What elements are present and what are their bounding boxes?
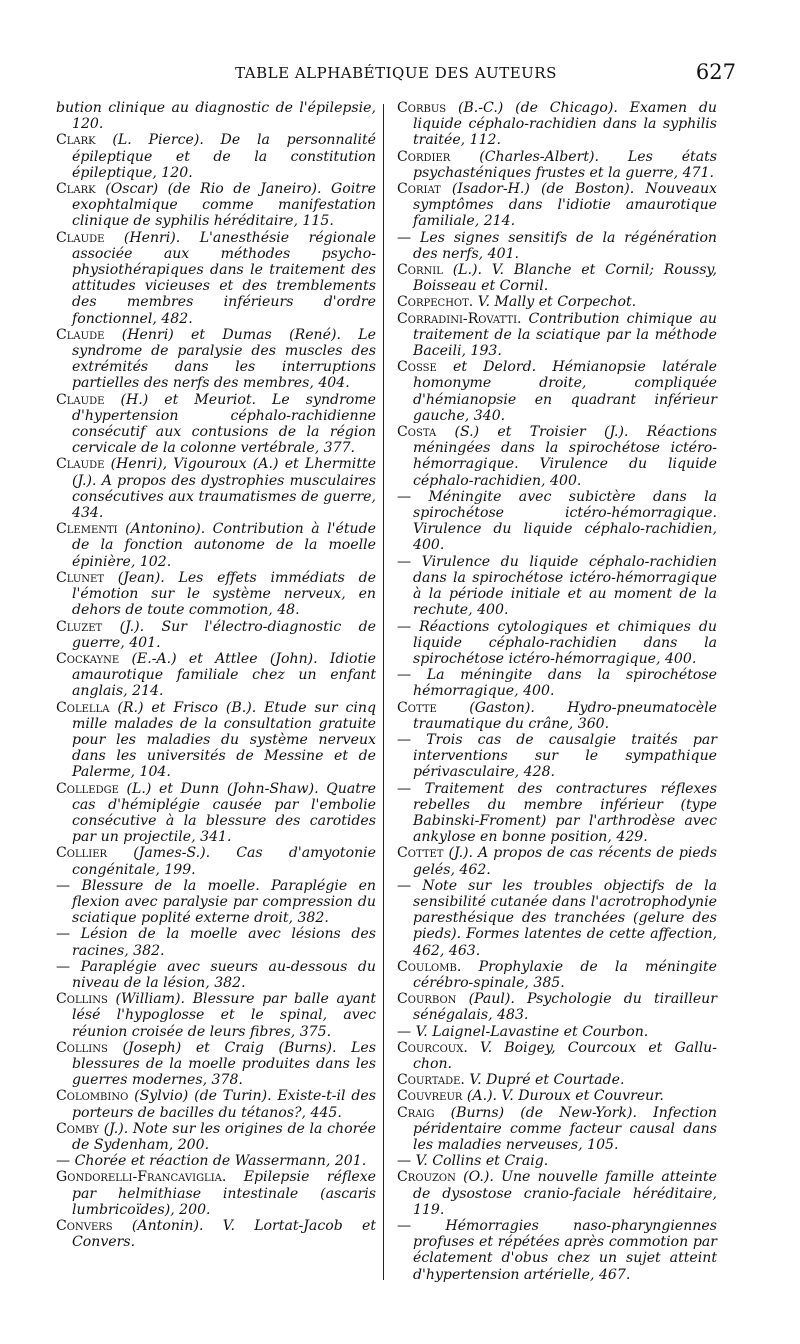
entry-author: — — [397, 731, 412, 748]
index-entry — [56, 1121, 376, 1153]
entry-text: (O.). Une nouvelle famille atteinte de dysostose cranio-faciale héréditaire, 119. — [413, 1169, 717, 1218]
index-entry — [56, 230, 376, 327]
index-entry — [397, 262, 717, 294]
index-entry — [56, 781, 376, 846]
entry-text: (Isador-H.) (de Boston). Nouveaux symptômes dans l'idiotie amaurotique familiale, 214. — [413, 181, 717, 230]
entry-text: (Burns) (de New-York). Infection péridentaire comme facteur causal dans les maladies nerveuses, 105. — [413, 1104, 717, 1153]
index-entry — [397, 424, 717, 489]
index-entry — [397, 1040, 717, 1072]
index-entry — [397, 1088, 717, 1104]
index-entry — [397, 294, 717, 310]
entry-text: Contribution chimique au traitement de la sciatique par la méthode Baceili, 193. — [413, 310, 717, 360]
entry-author: Colombino — [56, 1088, 129, 1105]
entry-author: — — [56, 1153, 71, 1170]
index-entry — [397, 991, 717, 1023]
entry-author: Collins — [56, 1039, 108, 1056]
index-entry — [56, 181, 376, 230]
entry-text: (J.). A propos de cas récents de pieds gelés, 462. — [413, 845, 718, 878]
index-entry — [56, 132, 376, 181]
entry-author: Cottet — [397, 845, 444, 862]
index-entry — [56, 1088, 376, 1120]
entry-text: et Delord. Hémianopsie latérale homonyme droite, compliquée d'hémianopsie en quadrant inférieur gauche, 340. — [413, 359, 718, 424]
entry-author: — — [56, 877, 71, 894]
entry-text: Les signes sensitifs de la régénération des nerfs, 401. — [413, 229, 718, 262]
column-divider — [383, 104, 384, 1280]
entry-text: (Paul). Psychologie du tirailleur sénégalais, 483. — [413, 991, 717, 1024]
index-entry — [56, 100, 376, 132]
entry-text: Réactions cytologiques et chimiques du liquide céphalo-rachidien dans la spirochétose ictéro-hémorragique, 400. — [413, 618, 717, 667]
index-entry — [397, 700, 717, 732]
entry-author: Courtade. — [397, 1072, 465, 1089]
entry-author: Crouzon — [397, 1169, 456, 1186]
entry-text: Méningite avec subictère dans la spirochétose ictéro-hémorragique. Virulence du liquide céphalo-rachidien, 400. — [413, 488, 717, 554]
index-entry — [397, 781, 717, 846]
index-entry — [397, 667, 717, 699]
entry-text: Trois cas de causalgie traités par interventions sur le sympathique périvasculaire, 428. — [413, 731, 717, 781]
entry-author: — — [397, 877, 412, 894]
right-column — [397, 100, 717, 1283]
entry-text: V. Dupré et Courtade. — [469, 1072, 625, 1089]
index-entry — [397, 1024, 717, 1040]
entry-text: Blessure de la moelle. Paraplégie en flexion avec paralysie par compression du sciatique poplité externe droit, 382. — [72, 877, 376, 927]
entry-author: Coulomb. — [397, 958, 462, 975]
entry-author: Claude — [56, 456, 105, 473]
entry-author: — — [397, 780, 412, 797]
entry-text: (Henri). L'anesthésie régionale associée aux méthodes psycho-physiothérapiques dans le traitement des attitudes vicieuses et des tremblements des membres inférieurs d'ordre fonctionnel, 482. — [72, 229, 376, 327]
entry-author: — — [56, 958, 71, 975]
running-title: TABLE ALPHABÉTIQUE DES AUTEURS — [235, 64, 557, 82]
entry-author: Costa — [397, 424, 437, 441]
entry-author: — — [397, 1023, 412, 1040]
entry-author: Corradini-Rovatti. — [397, 310, 522, 327]
entry-author: — — [397, 229, 412, 246]
index-entry — [397, 359, 717, 424]
entry-text: (Charles-Albert). Les états psychasténiques frustes et la guerre, 471. — [413, 148, 718, 181]
entry-author: Clunet — [56, 569, 105, 586]
entry-author: Cotte — [397, 699, 437, 716]
entry-text: Traitement des contractures réflexes rebelles du membre inférieur (type Babinski-Froment) par l'arthrodèse avec ankylose en bonne position, 429. — [413, 780, 718, 846]
index-entry — [56, 521, 376, 570]
index-entry — [56, 456, 376, 521]
index-entry — [56, 1153, 376, 1169]
entry-author: — — [397, 1218, 412, 1235]
entry-author: — — [56, 926, 71, 943]
index-entry — [56, 1169, 376, 1218]
entry-text: (Henri), Vigouroux (A.) et Lhermitte (J.). A propos des dystrophies musculaires consécutives aux traumatismes de guerre, 434. — [72, 456, 376, 522]
index-entry — [56, 570, 376, 619]
entry-text: (L.) et Dunn (John-Shaw). Quatre cas d'hémiplégie causée par l'embolie consécutive à la blessure des carotides par un projectile, 341. — [72, 780, 376, 846]
entry-text: bution clinique au diagnostic de l'épilepsie, 120. — [56, 100, 376, 133]
entry-text: (Joseph) et Craig (Burns). Les blessures de la moelle produites dans les guerres modernes, 378. — [72, 1039, 376, 1089]
entry-author: — — [397, 618, 412, 635]
entry-text: V. Boigey, Courcoux et Gallu-chon. — [413, 1039, 717, 1072]
entry-author: Cornil — [397, 262, 443, 279]
entry-text: (L.). V. Blanche et Cornil; Roussy, Boisseau et Cornil. — [413, 262, 718, 295]
entry-text: V. Laignel-Lavastine et Courbon. — [415, 1023, 649, 1040]
entry-text: (Jean). Les effets immédiats de l'émotion sur le système nerveux, en dehors de toute commotion, 48. — [72, 569, 376, 619]
entry-author: Cluzet — [56, 618, 103, 635]
entry-text: (R.) et Frisco (B.). Etude sur cinq mille malades de la consultation gratuite pour les maladies du système nerveux dans les universités de Messine et de Palerme, 104. — [72, 699, 376, 781]
index-entry — [397, 878, 717, 959]
entry-text: (H.) et Meuriot. Le syndrome d'hypertension céphalo-rachidienne consécutif aux contusions de la région cervicale de la colonne vertébrale, 377. — [72, 391, 377, 457]
index-entry — [397, 181, 717, 230]
entry-author: Claude — [56, 229, 105, 246]
entry-author: Colledge — [56, 780, 119, 797]
index-entry — [56, 1218, 376, 1250]
index-entry — [397, 619, 717, 668]
index-entry — [397, 1105, 717, 1154]
index-entry — [397, 149, 717, 181]
entry-text: Hémorragies naso-pharyngiennes profuses et répétées après commotion par éclatement d'obus chez un sujet atteint d'hypertension artérielle, 467. — [413, 1218, 718, 1283]
entry-text: (James-S.). Cas d'amyotonie congénitale, 199. — [72, 845, 376, 878]
entry-text: (S.) et Troisier (J.). Réactions méningées dans la spirochétose ictéro-hémorragique. Virulence du liquide céphalo-rachidien, 400. — [413, 424, 718, 489]
entry-author: — — [397, 667, 412, 684]
index-entry — [397, 732, 717, 781]
index-entry — [397, 230, 717, 262]
running-header — [56, 62, 736, 88]
entry-text: V. Mally et Corpechot. — [477, 294, 637, 311]
entry-text: Epilepsie réflexe par helmithiase intestinale (ascaris lumbricoïdes), 200. — [72, 1169, 377, 1218]
entry-author: Courbon — [397, 991, 457, 1008]
entry-text: Prophylaxie de la méningite cérébro-spinale, 385. — [413, 958, 717, 991]
entry-text: Chorée et réaction de Wassermann, 201. — [74, 1153, 367, 1170]
entry-author: Clementi — [56, 521, 118, 538]
entry-text: La méningite dans la spirochétose hémorragique, 400. — [413, 667, 717, 700]
entry-text: V. Collins et Craig. — [415, 1153, 549, 1170]
entry-text: (J.). Note sur les origines de la chorée de Sydenham, 200. — [72, 1120, 376, 1153]
entry-author: Courcoux. — [397, 1039, 468, 1056]
index-entry — [397, 489, 717, 554]
index-entry — [56, 651, 376, 700]
index-entry — [397, 1169, 717, 1218]
entry-text: (A.). V. Duroux et Couvreur. — [466, 1088, 664, 1105]
index-entry — [397, 554, 717, 619]
index-entry — [56, 878, 376, 927]
entry-text: (Gaston). Hydro-pneumatocèle traumatique du crâne, 360. — [413, 699, 717, 732]
index-entry — [397, 311, 717, 360]
entry-author: Cockayne — [56, 650, 120, 667]
entry-text: (Antonin). V. Lortat-Jacob et Convers. — [72, 1218, 376, 1251]
entry-author: Cosse — [397, 359, 437, 376]
entry-author: Corbus — [397, 100, 447, 116]
entry-author: Couvreur — [397, 1088, 463, 1105]
index-entry — [56, 1040, 376, 1089]
index-entry — [397, 845, 717, 877]
index-entry — [56, 926, 376, 958]
entry-text: (E.-A.) et Attlee (John). Idiotie amaurotique familiale chez un enfant anglais, 214. — [72, 650, 376, 700]
index-entry — [397, 100, 717, 149]
entry-text: Virulence du liquide céphalo-rachidien dans la spirochétose ictéro-hémorragique à la période initiale et au moment de la rechute, 400. — [413, 553, 717, 619]
entry-author: Gondorelli-Francaviglia. — [56, 1169, 227, 1186]
entry-text: (Henri) et Dumas (René). Le syndrome de paralysie des muscles des extrémités dans les interruptions partielles des nerfs des membres, 404. — [72, 326, 376, 392]
entry-text: (William). Blessure par balle ayant lésé l'hypoglosse et le spinal, avec réunion croisée de leurs fibres, 375. — [72, 991, 376, 1040]
entry-text: Lésion de la moelle avec lésions des racines, 382. — [72, 926, 377, 959]
index-entry — [56, 700, 376, 781]
entry-text: (B.-C.) (de Chicago). Examen du liquide céphalo-rachidien dans la syphilis traitée, 112. — [413, 100, 717, 149]
index-entry — [397, 1153, 717, 1169]
entry-author: Coriat — [397, 181, 441, 198]
index-entry — [397, 1072, 717, 1088]
entry-author: — — [397, 488, 412, 505]
index-entry — [56, 392, 376, 457]
entry-author: Clark — [56, 132, 96, 149]
entry-text: (J.). Sur l'électro-diagnostic de guerre, 401. — [72, 618, 376, 651]
index-entry — [56, 959, 376, 991]
entry-text: (Antonino). Contribution à l'étude de la fonction autonome de la moelle épinière, 102. — [72, 521, 376, 570]
entry-author: Claude — [56, 326, 105, 343]
entry-text: (Oscar) (de Rio de Janeiro). Goitre exophtalmique comme manifestation clinique de syphilis héréditaire, 115. — [72, 181, 376, 230]
entry-author: Collier — [56, 845, 108, 862]
entry-author: — — [397, 553, 412, 570]
entry-text: (Sylvio) (de Turin). Existe-t-il des porteurs de bacilles du tétanos?, 445. — [72, 1088, 376, 1121]
entry-author: Corpechot. — [397, 294, 474, 311]
page-number: 627 — [695, 60, 736, 84]
left-column — [56, 100, 376, 1250]
index-entry — [397, 959, 717, 991]
index-entry — [397, 1218, 717, 1283]
entry-author: Convers — [56, 1218, 113, 1235]
index-entry — [56, 991, 376, 1040]
entry-author: Collins — [56, 991, 108, 1008]
index-entry — [56, 845, 376, 877]
entry-author: Clark — [56, 181, 96, 198]
index-entry — [56, 619, 376, 651]
entry-author: Craig — [397, 1104, 435, 1121]
entry-author: Colella — [56, 699, 110, 716]
entry-author: — — [397, 1153, 412, 1170]
entry-author: Comby — [56, 1120, 99, 1137]
entry-author: Claude — [56, 391, 105, 408]
entry-text: Note sur les troubles objectifs de la sensibilité cutanée dans l'acrotrophodynie paresthésique des tranchées (gelure des pieds). Formes latentes de cette affection, 462, 463. — [413, 877, 718, 959]
index-entry — [56, 327, 376, 392]
entry-text: (L. Pierce). De la personnalité épileptique et de la constitution épileptique, 120. — [72, 132, 377, 181]
entry-text: Paraplégie avec sueurs au-dessous du niveau de la lésion, 382. — [72, 958, 377, 991]
entry-author: Cordier — [397, 148, 451, 165]
